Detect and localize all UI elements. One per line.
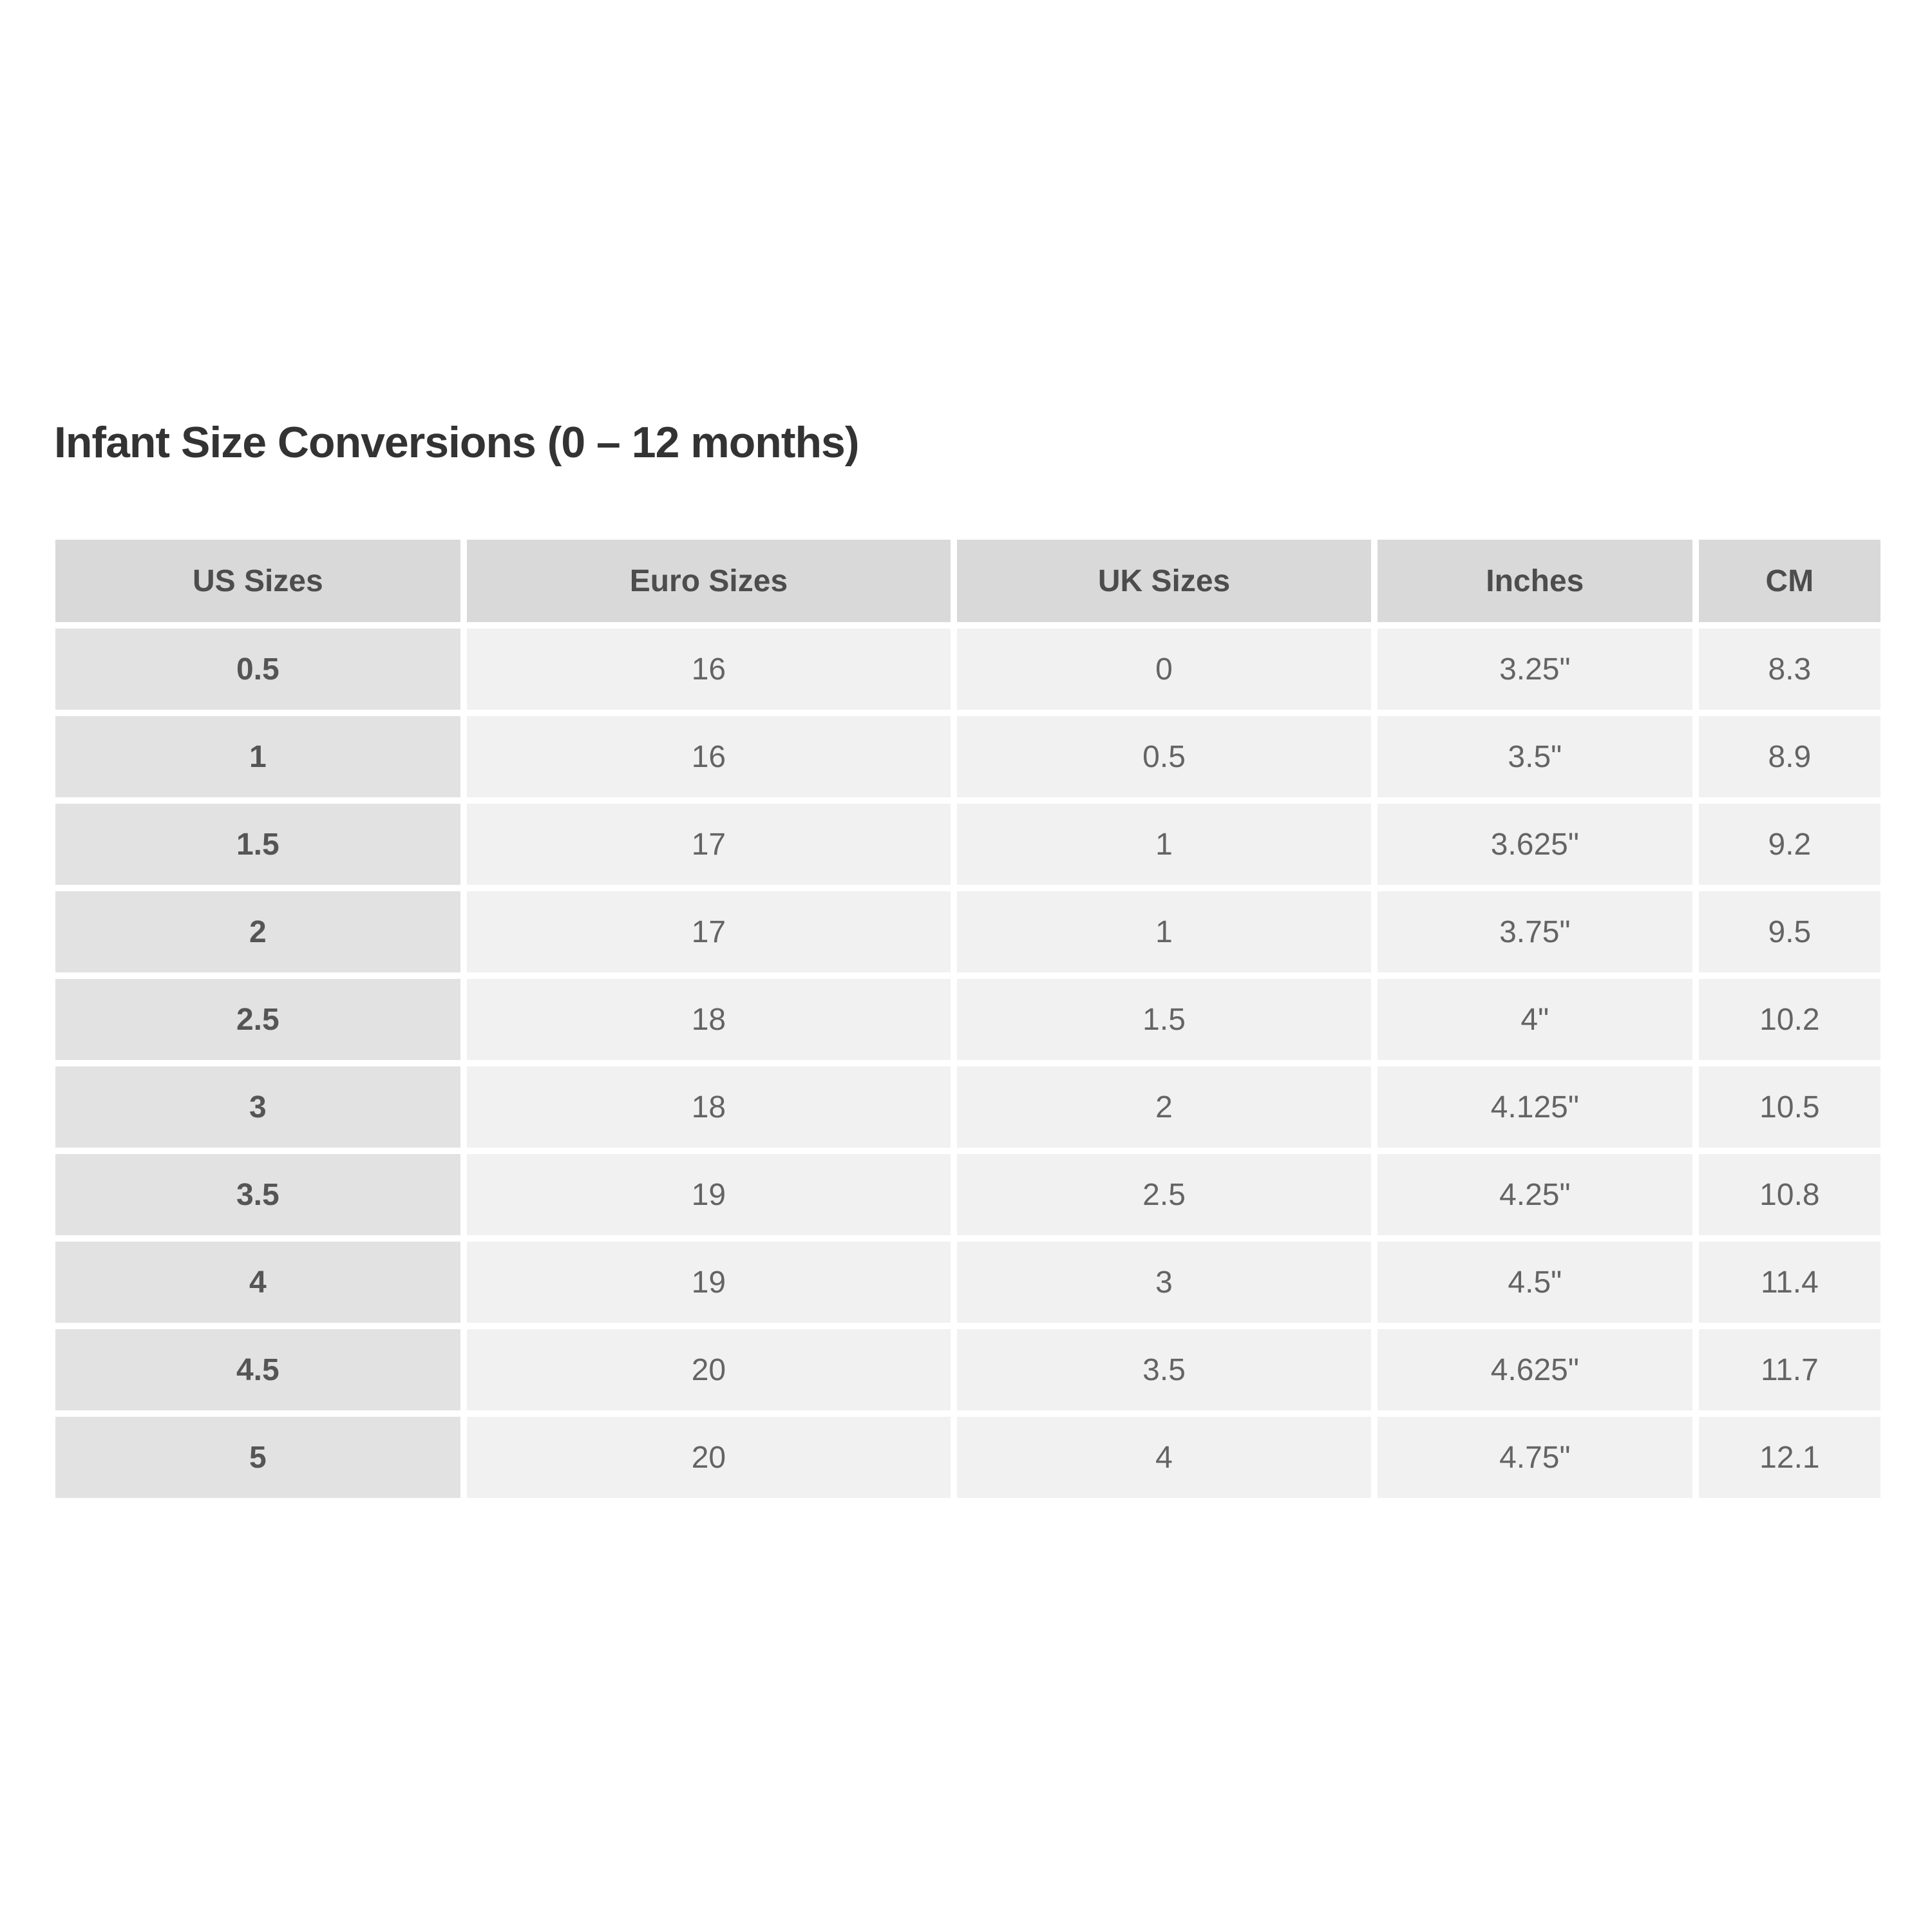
table-cell: 0 — [957, 629, 1371, 710]
table-cell: 10.5 — [1699, 1066, 1880, 1148]
table-cell: 3.5 — [957, 1329, 1371, 1410]
column-header-inches: Inches — [1378, 540, 1692, 622]
table-cell: 9.2 — [1699, 804, 1880, 885]
table-cell: 5 — [55, 1417, 460, 1498]
table-cell: 3.75" — [1378, 891, 1692, 972]
table-cell: 2 — [957, 1066, 1371, 1148]
table-row — [55, 1242, 1880, 1323]
table-cell: 20 — [467, 1329, 951, 1410]
table-cell: 2.5 — [55, 979, 460, 1060]
table-cell: 1.5 — [957, 979, 1371, 1060]
table-cell: 18 — [467, 1066, 951, 1148]
table-cell: 8.3 — [1699, 629, 1880, 710]
table-cell: 3.25" — [1378, 629, 1692, 710]
table-cell: 2 — [55, 891, 460, 972]
table-cell: 0.5 — [55, 629, 460, 710]
table-cell: 10.2 — [1699, 979, 1880, 1060]
table-cell: 4.125" — [1378, 1066, 1692, 1148]
table-cell: 17 — [467, 804, 951, 885]
column-header-us-sizes: US Sizes — [55, 540, 460, 622]
table-cell: 4 — [55, 1242, 460, 1323]
table-cell: 8.9 — [1699, 716, 1880, 797]
table-cell: 1.5 — [55, 804, 460, 885]
table-row — [55, 1329, 1880, 1410]
table-cell: 16 — [467, 629, 951, 710]
table-cell: 1 — [55, 716, 460, 797]
table-cell: 11.4 — [1699, 1242, 1880, 1323]
table-cell: 9.5 — [1699, 891, 1880, 972]
table-cell: 3.5 — [55, 1154, 460, 1235]
column-header-euro-sizes: Euro Sizes — [467, 540, 951, 622]
table-row — [55, 1066, 1880, 1148]
table-cell: 1 — [957, 804, 1371, 885]
table-cell: 19 — [467, 1154, 951, 1235]
table-row — [55, 716, 1880, 797]
table-cell: 3.5" — [1378, 716, 1692, 797]
table-cell: 18 — [467, 979, 951, 1060]
table-cell: 4" — [1378, 979, 1692, 1060]
column-header-uk-sizes: UK Sizes — [957, 540, 1371, 622]
table-cell: 16 — [467, 716, 951, 797]
page-title: Infant Size Conversions (0 – 12 months) — [54, 418, 859, 467]
size-conversion-table — [49, 533, 1887, 1504]
table-cell: 4.5 — [55, 1329, 460, 1410]
table-cell: 3.625" — [1378, 804, 1692, 885]
table-cell: 1 — [957, 891, 1371, 972]
table-body — [55, 629, 1880, 1498]
table-row — [55, 629, 1880, 710]
table-row — [55, 891, 1880, 972]
table-cell: 10.8 — [1699, 1154, 1880, 1235]
table-cell: 17 — [467, 891, 951, 972]
table-cell: 19 — [467, 1242, 951, 1323]
header-row — [55, 540, 1880, 622]
table-cell: 0.5 — [957, 716, 1371, 797]
table-header — [55, 540, 1880, 622]
table-row — [55, 979, 1880, 1060]
table-row — [55, 1417, 1880, 1498]
table-row — [55, 804, 1880, 885]
table-cell: 4 — [957, 1417, 1371, 1498]
table-cell: 12.1 — [1699, 1417, 1880, 1498]
table-cell: 20 — [467, 1417, 951, 1498]
table-cell: 4.75" — [1378, 1417, 1692, 1498]
table-cell: 4.25" — [1378, 1154, 1692, 1235]
table-cell: 3 — [957, 1242, 1371, 1323]
table-cell: 2.5 — [957, 1154, 1371, 1235]
table-cell: 11.7 — [1699, 1329, 1880, 1410]
table-cell: 4.625" — [1378, 1329, 1692, 1410]
table-row — [55, 1154, 1880, 1235]
column-header-cm: CM — [1699, 540, 1880, 622]
table-cell: 4.5" — [1378, 1242, 1692, 1323]
table-cell: 3 — [55, 1066, 460, 1148]
